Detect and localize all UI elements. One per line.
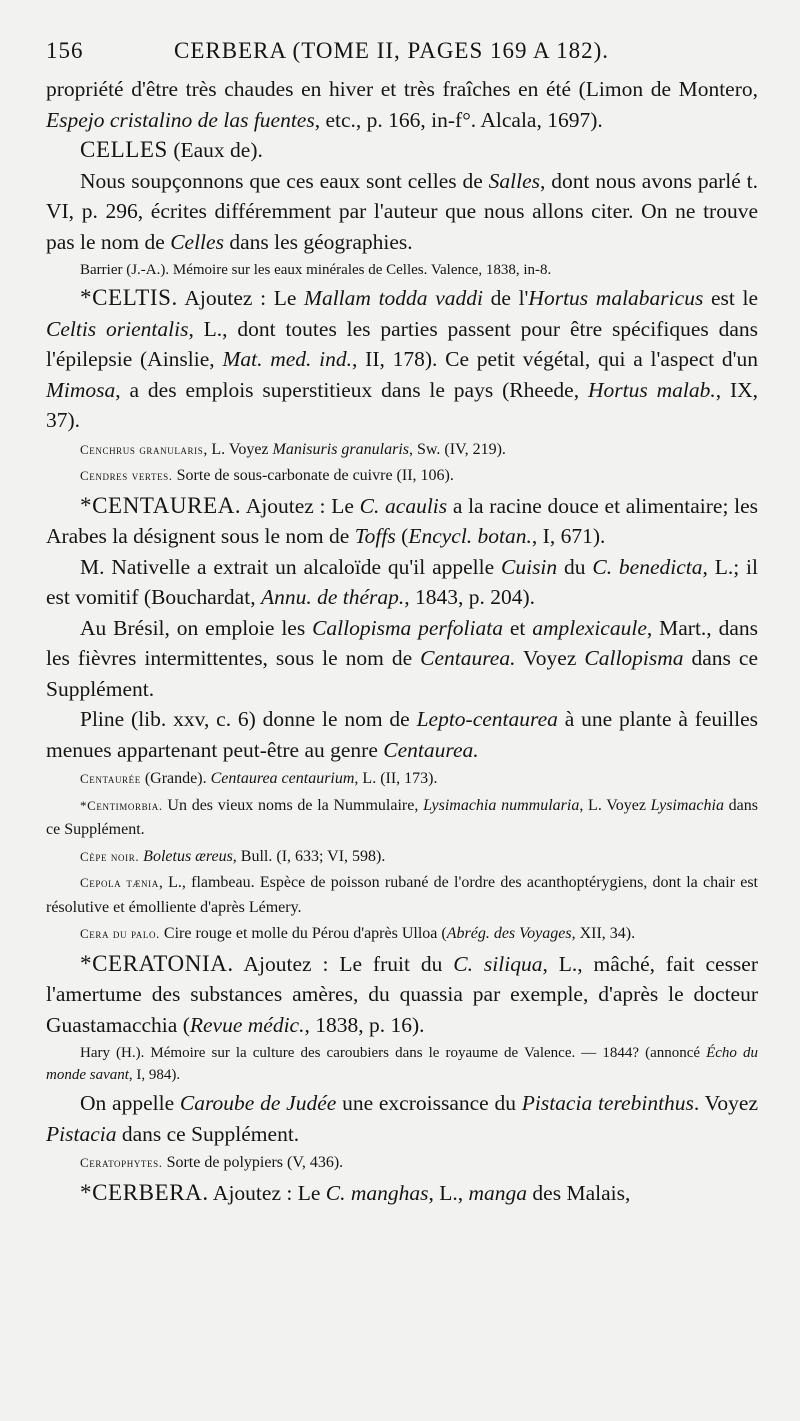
entry-cenchrus: Cenchrus granularis, L. Voyez Manisuris granularis, Sw. (IV, 219).	[80, 440, 506, 458]
entry-heading: CELLES	[80, 137, 168, 162]
entry-heading: *CERBERA.	[80, 1179, 209, 1205]
entry-cerbera: *CERBERA. Ajoutez : Le C. manghas, L., manga des Malais,	[80, 1179, 631, 1205]
paragraph-celles: Nous soupçonnons que ces eaux sont celles de Salles, dont nous avons parlé t. VI, p. 296, écrites différemment par l'auteur que nous allons citer. On ne trouve pas le nom de Celles dans les géographies.	[46, 168, 758, 254]
page-body	[46, 74, 758, 1208]
entry-centaurea: *CENTAUREA. Ajoutez : Le C. acaulis a la racine douce et alimentaire; les Arabes la désignent sous le nom de Toffs (Encycl. botan., I, 671).	[46, 492, 759, 548]
entry-heading: *CENTAUREA.	[80, 492, 242, 518]
running-header	[46, 38, 786, 74]
page-number: 156	[46, 38, 84, 63]
entry-centauree: Centaurée (Grande). Centaurea centaurium, L. (II, 173).	[80, 770, 438, 787]
bibliography-hary: Hary (H.). Mémoire sur la culture des caroubiers dans le royaume de Valence. — 1844? (annoncé Écho du monde savant, I, 984).	[46, 1045, 758, 1083]
bibliography-barrier: Barrier (J.-A.). Mémoire sur les eaux minérales de Celles. Valence, 1838, in-8.	[80, 262, 552, 278]
entry-ceratophytes: Ceratophytes. Sorte de polypiers (V, 436).	[80, 1154, 344, 1171]
entry-centimorbia: *Centimorbia. Un des vieux noms de la Nummulaire, Lysimachia nummularia, L. Voyez Lysimachia dans ce Supplément.	[46, 796, 759, 838]
entry-heading: *CELTIS.	[80, 285, 178, 310]
paragraph-nativelle: M. Nativelle a extrait un alcaloïde qu'il appelle Cuisin du C. benedicta, L.; il est vomitif (Bouchardat, Annu. de thérap., 1843, p. 204).	[46, 554, 758, 609]
entry-celles: CELLES (Eaux de).	[80, 137, 263, 162]
paragraph-caroube: On appelle Caroube de Judée une excroissance du Pistacia terebinthus. Voyez Pistacia dans ce Supplément.	[46, 1091, 758, 1146]
paragraph-pline: Pline (lib. xxv, c. 6) donne le nom de Lepto-centaurea à une plante à feuilles menues appartenant peut-être au genre Centaurea.	[46, 707, 759, 762]
entry-heading: *CERATONIA.	[80, 950, 234, 976]
entry-cendres: Cendres vertes. Sorte de sous-carbonate de cuivre (II, 106).	[80, 467, 454, 484]
paragraph-bresil: Au Brésil, on emploie les Callopisma perfoliata et amplexicaule, Mart., dans les fièvres intermittentes, sous le nom de Centaurea. Voyez Callopisma dans ce Supplément.	[46, 615, 758, 701]
entry-cepola: Cepola tænia, L., flambeau. Espèce de poisson rubané de l'ordre des acanthoptérygiens, dont la chair est résolutive et émolliente d'après Lémery.	[46, 874, 758, 916]
entry-ceratonia: *CERATONIA. Ajoutez : Le fruit du C. siliqua, L., mâché, fait cesser l'amertume des substances amères, du quassia par exemple, d'après le docteur Guastamacchia (Revue médic., 1838, p. 16).	[46, 950, 759, 1037]
entry-cera-du-palo: Cera du palo. Cire rouge et molle du Pérou d'après Ulloa (Abrég. des Voyages, XII, 34).	[80, 925, 636, 942]
entry-celtis: *CELTIS. Ajoutez : Le Mallam todda vaddi de l'Hortus malabaricus est le Celtis orientalis, L., dont toutes les parties passent pour être spécifiques dans l'épilepsie (Ainslie, Mat. med. ind., II, 178). Ce petit végétal, qui a l'aspect d'un Mimosa, a des emplois superstitieux dans le pays (Rheede, Hortus malab., IX, 37).	[46, 285, 759, 432]
running-title: CERBERA (TOME II, PAGES 169 A 182).	[174, 38, 609, 63]
paragraph-limon: propriété d'être très chaudes en hiver et très fraîches en été (Limon de Montero, Espejo cristalino de las fuentes, etc., p. 166, in-f°. Alcala, 1697).	[46, 77, 758, 132]
entry-cepe-noir: Cèpe noir. Boletus æreus, Bull. (I, 633; VI, 598).	[80, 847, 386, 865]
